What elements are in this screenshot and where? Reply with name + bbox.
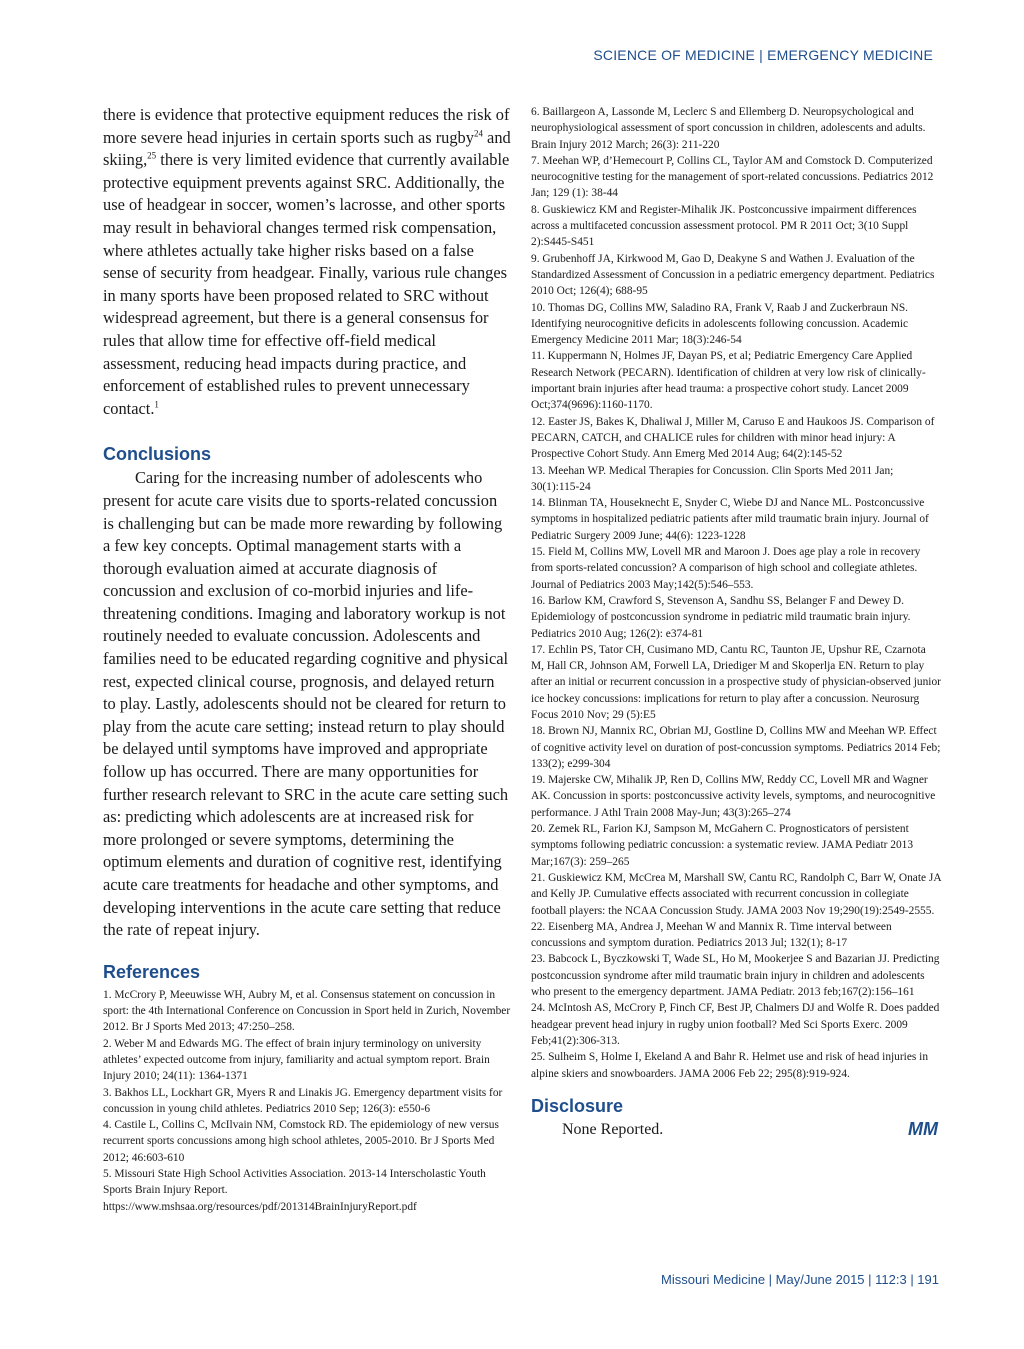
disclosure-row: [531, 1119, 941, 1141]
reference-item: 4. Castile L, Collins C, McIlvain NM, Comstock RD. The epidemiology of new versus recurrent sports concussions among high school athletes, 2005-2010. Br J Sports Med 2012; 46:603-610: [103, 1119, 499, 1164]
reference-item: 6. Baillargeon A, Lassonde M, Leclerc S and Ellemberg D. Neuropsychological and neurophysiological assessment of sport concussion in children, adolescents and adults. Brain Injury 2012 March; 26(3): 211-220: [531, 106, 926, 151]
reference-item: 12. Easter JS, Bakes K, Dhaliwal J, Miller M, Caruso E and Haukoos JS. Comparison of PECARN, CATCH, and CHALICE rules for children with minor head injury: A Prospective Cohort Study. Ann Emerg Med 2014 Aug; 64(2):145-52: [531, 415, 935, 461]
reference-item: 16. Barlow KM, Crawford S, Stevenson A, Sandhu SS, Belanger F and Dewey D. Epidemiology of postconcussion syndrome in pediatric mild traumatic brain injury. Pediatrics 2010 Aug; 126(2): e374-81: [531, 594, 911, 640]
reference-item: 11. Kuppermann N, Holmes JF, Dayan PS, et al; Pediatric Emergency Care Applied Research Network (PECARN). Identification of children at very low risk of clinically-important brain injuries after head trauma: a prospective cohort study. Lancet 2009 Oct;374(9696):1160-1170.: [531, 350, 926, 412]
reference-item: 13. Meehan WP. Medical Therapies for Concussion. Clin Sports Med 2011 Jan; 30(1):115-24: [531, 464, 894, 493]
reference-item: 23. Babcock L, Byczkowski T, Wade SL, Ho M, Mookerjee S and Bazarian JJ. Predicting postconcussion syndrome after mild traumatic brain injury in children and adolescents who present to the emergency department. JAMA Pediatr. 2013 feb;167(2):156–161: [531, 953, 940, 999]
page-footer: Missouri Medicine | May/June 2015 | 112:3 | 191: [661, 1272, 939, 1287]
disclosure-text: None Reported.: [562, 1120, 664, 1138]
reference-item: 22. Eisenberg MA, Andrea J, Meehan W and Mannix R. Time interval between concussions and symptom duration. Pediatrics 2013 Jul; 132(1); 8-17: [531, 920, 892, 950]
running-head: SCIENCE OF MEDICINE | EMERGENCY MEDICINE: [593, 47, 933, 63]
reference-item: 24. McIntosh AS, McCrory P, Finch CF, Best JP, Chalmers DJ and Wolfe R. Does padded headgear prevent head injury in rugby union football? Med Sci Sports Exerc. 2009 Feb;41(2):306-313.: [531, 1002, 940, 1047]
references-heading: References: [103, 961, 201, 982]
reference-item: 19. Majerske CW, Mihalik JP, Ren D, Collins MW, Reddy CC, Lovell MR and Wagner AK. Concussion in sports: postconcussive activity levels, symptoms, and neurocognitive performance. J Athl Train 2008 May-Jun; 43(3):265–274: [531, 774, 936, 819]
conclusions-paragraph: Caring for the increasing number of adolescents who present for acute care visits due to sports-related concussion is challenging but can be made more rewarding by following a few key concepts. Optimal management starts with a thorough evaluation aimed at accurate diagnosis of concussion and exclusion of co-morbid injuries and life-threatening conditions. Imaging and laboratory workup is not routinely needed to evaluate concussion. Adolescents and families need to be educated regarding cognitive and physical rest, expected clinical course, prognosis, and delayed return to play. Lastly, adolescents should not be cleared for return to play from the acute care setting; instead return to play should be delayed until symptoms have improved and appropriate follow up has occurred. There are many opportunities for further research relevant to SRC in the acute care setting such as: predicting which adolescents are at increased risk for more prolonged or severe symptoms, determining the optimum elements and duration of cognitive rest, identifying acute care treatments for headache and other symptoms, and developing interventions in the acute care setting that reduce the rate of repeat injury.: [103, 468, 509, 940]
reference-item: 25. Sulheim S, Holme I, Ekeland A and Bahr R. Helmet use and risk of head injuries in alpine skiers and snowboarders. JAMA 2006 Feb 22; 295(8):919-924.: [531, 1051, 929, 1080]
reference-item: 3. Bakhos LL, Lockhart GR, Myers R and Linakis JG. Emergency department visits for concussion in young child athletes. Pediatrics 2010 Sep; 126(3): e550-6: [103, 1086, 503, 1115]
reference-item: 18. Brown NJ, Mannix RC, Obrian MJ, Gostline D, Collins MW and Meehan WP. Effect of cognitive activity level on duration of post-concussion symptoms. Pediatrics 2014 Feb; 133(2); e299-304: [531, 725, 941, 770]
reference-item: 14. Blinman TA, Houseknecht E, Snyder C, Wiebe DJ and Nance ML. Postconcussive symptoms in hospitalized pediatric patients after mild traumatic brain injury. Journal of Pediatric Surgery 2009 June; 44(6): 1223-1228: [531, 497, 929, 542]
reference-item: 10. Thomas DG, Collins MW, Saladino RA, Frank V, Raab J and Zuckerbraun NS. Identifying neurocognitive deficits in adolescents following concussion. Academic Emergency Medicine 2011 Mar; 18(3):246-54: [531, 301, 909, 347]
reference-list-left: [103, 987, 511, 1215]
reference-item: 5. Missouri State High School Activities Association. 2013-14 Interscholastic Youth Sports Brain Injury Report. https://www.mshsaa.org/resources/pdf/201314BrainInjuryReport.pdf: [103, 1168, 486, 1213]
reference-item: 7. Meehan WP, d’Hemecourt P, Collins CL, Taylor AM and Comstock D. Computerized neurocognitive testing for the management of sport-related concussions. Pediatrics 2012 Jan; 129 (1): 38-44: [531, 154, 934, 200]
missouri-medicine-logo: MM: [908, 1118, 938, 1139]
reference-item: 17. Echlin PS, Tator CH, Cusimano MD, Cantu RC, Taunton JE, Upshur RE, Czarnota M, Hall CR, Johnson AM, Forwell LA, Driediger M and Skoperlja EN. Return to play after an initial or recurrent concussion in a prospective study of physician-observed junior ice hockey concussions: implications for return to play after a concussion. Neurosurg Focus 2010 Nov; 29 (5):E5: [531, 643, 941, 721]
left-column: [103, 104, 511, 1215]
intro-paragraph: there is evidence that protective equipment reduces the risk of more severe head injuries in certain sports such as rugby$^{24}$ and skiing,$^{25}$ there is very limited evidence that currently available protective equipment prevents against SRC. Additionally, the use of headgear in soccer, women’s lacrosse, and other sports may result in behavioral changes termed risk compensation, where athletes actually take higher risks based on a false sense of security from headgear. Finally, various rule changes in many sports have been proposed related to SRC without widespread agreement, but there is a general consensus for rules that allow time for effective off-field medical assessment, reducing head impacts during practice, and enforcement of established rules to prevent unnecessary contact.$^1$: [103, 105, 511, 418]
reference-list-right: [531, 104, 941, 1082]
reference-item: 1. McCrory P, Meeuwisse WH, Aubry M, et al. Consensus statement on concussion in sport: the 4th International Conference on Concussion in Sport held in Zurich, November 2012. Br J Sports Med 2013; 47:250–258.: [103, 988, 511, 1034]
reference-item: 2. Weber M and Edwards MG. The effect of brain injury terminology on university athletes’ expected outcome from injury, familiarity and actual symptom report. Brain Injury 2010; 24(11): 1364-1371: [103, 1037, 490, 1083]
reference-item: 8. Guskiewicz KM and Register-Mihalik JK. Postconcussive impairment differences across a multifaceted concussion assessment protocol. PM R 2011 Oct; 3(10 Suppl 2):S445-S451: [531, 203, 917, 249]
disclosure-heading: Disclosure: [531, 1095, 624, 1116]
reference-item: 21. Guskiewicz KM, McCrea M, Marshall SW, Cantu RC, Randolph C, Barr W, Onate JA and Kelly JP. Cumulative effects associated with recurrent concussion in collegiate football players: the NCAA Concussion Study. JAMA 2003 Nov 19;290(19):2549-2555.: [531, 871, 941, 917]
conclusions-heading: Conclusions: [103, 444, 212, 465]
reference-item: 15. Field M, Collins MW, Lovell MR and Maroon J. Does age play a role in recovery from sports-related concussion? A comparison of high school and collegiate athletes. Journal of Pediatrics 2003 May;142(5):546–553.: [531, 546, 921, 591]
right-column: [531, 104, 941, 1141]
reference-item: 20. Zemek RL, Farion KJ, Sampson M, McGahern C. Prognosticators of persistent symptoms following pediatric concussion: a systematic review. JAMA Pediatr 2013 Mar;167(3): 259–265: [531, 823, 914, 868]
reference-item: 9. Grubenhoff JA, Kirkwood M, Gao D, Deakyne S and Wathen J. Evaluation of the Standardized Assessment of Concussion in a pediatric emergency department. Pediatrics 2010 Oct; 126(4); 688-95: [531, 252, 935, 298]
